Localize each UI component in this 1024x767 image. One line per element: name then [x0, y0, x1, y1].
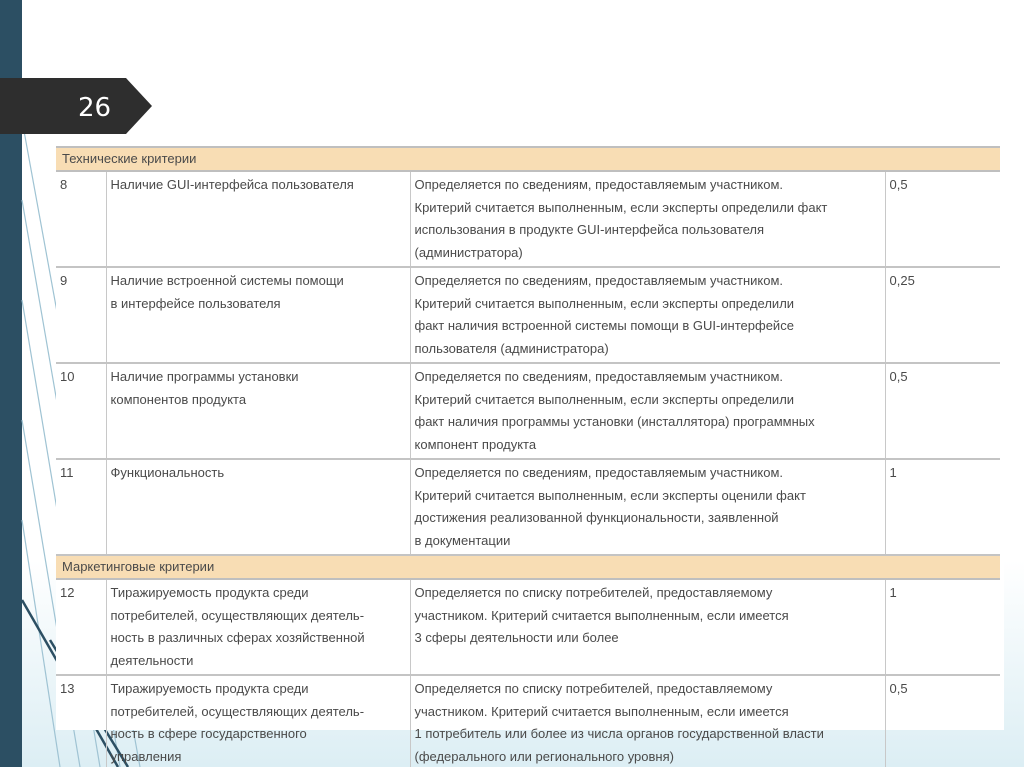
- slide-number: 26: [78, 93, 112, 123]
- table-row: [56, 171, 1000, 267]
- criterion-score: 1: [885, 459, 1000, 555]
- criterion-description: Определяется по списку потребителей, предоставляемому участником. Критерий считается выполненным, если имеется 1 потребитель или более из числа органов государственной власти (федерального или регионального уровня): [410, 675, 885, 767]
- table-row: [56, 459, 1000, 555]
- table-row: [56, 267, 1000, 363]
- criterion-name: Наличие встроенной системы помощи в интерфейсе пользователя: [106, 267, 410, 363]
- criterion-score: 0,25: [885, 267, 1000, 363]
- criterion-description: Определяется по сведениям, предоставляемым участником. Критерий считается выполненным, если эксперты оценили факт достижения реализованной функциональности, заявленной в документации: [410, 459, 885, 555]
- criterion-score: 0,5: [885, 363, 1000, 459]
- criterion-name: Тиражируемость продукта среди потребителей, осуществляющих деятель- ность в сфере государственного управления: [106, 675, 410, 767]
- criterion-number: 11: [56, 459, 106, 555]
- criterion-name: Тиражируемость продукта среди потребителей, осуществляющих деятель- ность в различных сферах хозяйственной деятельности: [106, 579, 410, 675]
- criterion-number: 9: [56, 267, 106, 363]
- criterion-score: 0,5: [885, 171, 1000, 267]
- criterion-description: Определяется по списку потребителей, предоставляемому участником. Критерий считается выполненным, если имеется 3 сферы деятельности или более: [410, 579, 885, 675]
- criterion-name: Функциональность: [106, 459, 410, 555]
- criteria-table: [56, 146, 1000, 767]
- criterion-score: 0,5: [885, 675, 1000, 767]
- section-title: Маркетинговые критерии: [56, 555, 1000, 579]
- criterion-name: Наличие программы установки компонентов продукта: [106, 363, 410, 459]
- table-row: [56, 579, 1000, 675]
- section-title: Технические критерии: [56, 147, 1000, 171]
- criterion-number: 8: [56, 171, 106, 267]
- criterion-score: 1: [885, 579, 1000, 675]
- section-header-technical: [56, 147, 1000, 171]
- criterion-number: 10: [56, 363, 106, 459]
- slide-number-badge: [0, 78, 152, 134]
- criterion-number: 13: [56, 675, 106, 767]
- criterion-description: Определяется по сведениям, предоставляемым участником. Критерий считается выполненным, если эксперты определили факт использования в продукте GUI-интерфейса пользователя (администратора): [410, 171, 885, 267]
- table-row: [56, 675, 1000, 767]
- table-row: [56, 363, 1000, 459]
- criteria-table-image: [56, 146, 1004, 764]
- criterion-name: Наличие GUI-интерфейса пользователя: [106, 171, 410, 267]
- criterion-description: Определяется по сведениям, предоставляемым участником. Критерий считается выполненным, если эксперты определили факт наличия встроенной системы помощи в GUI-интерфейсе пользователя (администратора): [410, 267, 885, 363]
- criterion-description: Определяется по сведениям, предоставляемым участником. Критерий считается выполненным, если эксперты определили факт наличия программы установки (инсталлятора) программных компонент продукта: [410, 363, 885, 459]
- criterion-number: 12: [56, 579, 106, 675]
- section-header-marketing: [56, 555, 1000, 579]
